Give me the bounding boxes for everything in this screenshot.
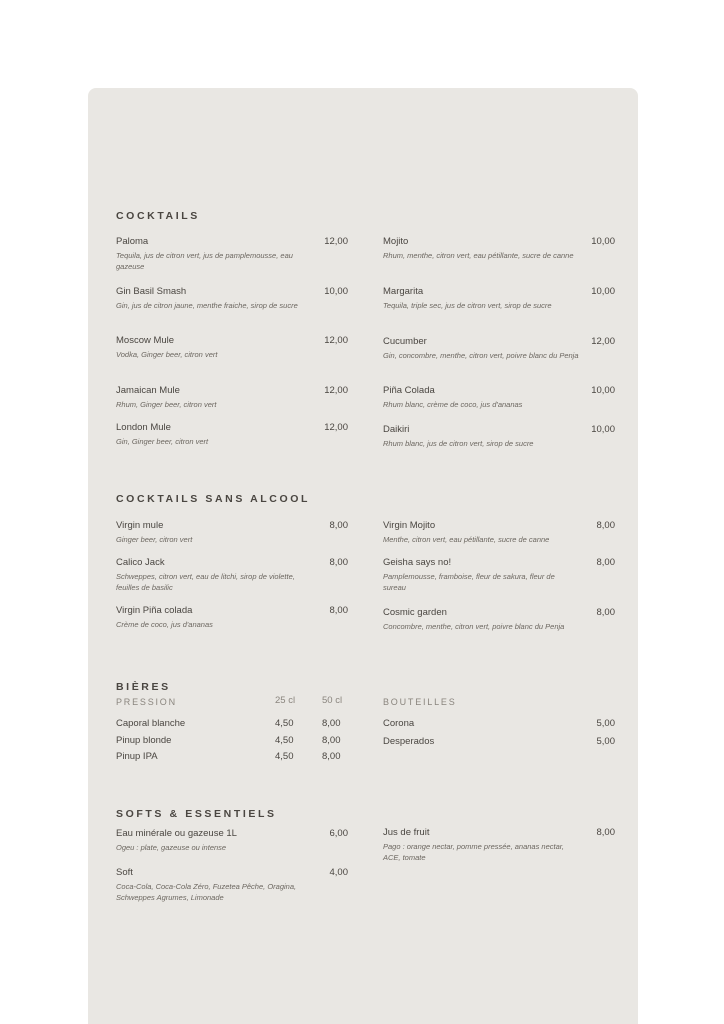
menu-item-london-mule (116, 422, 348, 448)
menu-item-moscow-mule (116, 335, 348, 361)
item-description: Rhum blanc, crème de coco, jus d'ananas (383, 400, 523, 409)
item-name: Daikiri (383, 424, 410, 435)
subsection-title-pression: PRESSION (116, 697, 177, 707)
menu-item-calico-jack (116, 557, 348, 593)
beer-price-25cl: 4,50 (275, 735, 294, 746)
menu-item-virgin-mojito (383, 520, 615, 546)
item-price: 8,00 (596, 520, 615, 531)
item-description: Rhum blanc, jus de citron vert, sirop de sucre (383, 439, 534, 448)
item-description: Crème de coco, jus d'ananas (116, 620, 213, 629)
menu-item-cucumber (383, 336, 615, 362)
item-name: Corona (383, 718, 415, 729)
item-price: 12,00 (324, 385, 348, 396)
item-name: Geisha says no! (383, 557, 452, 568)
item-description: Pago : orange nectar, pomme pressée, ananas nectar, ACE, tomate (383, 842, 564, 862)
item-name: Cucumber (383, 336, 427, 347)
item-price: 8,00 (596, 827, 615, 838)
section-title-bieres: BIÈRES (116, 681, 171, 693)
item-name: Virgin mule (116, 520, 164, 531)
item-name: Piña Colada (383, 385, 435, 396)
item-price: 8,00 (596, 607, 615, 618)
item-price: 12,00 (324, 236, 348, 247)
section-title-cocktails: COCKTAILS (116, 210, 200, 222)
menu-item-pina-colada (383, 385, 615, 411)
item-name: Jamaican Mule (116, 385, 180, 396)
menu-item-corona (383, 718, 615, 730)
item-price: 8,00 (329, 520, 348, 531)
menu-item-mojito (383, 236, 615, 262)
item-description: Menthe, citron vert, eau pétillante, sucre de canne (383, 535, 550, 544)
beer-price-50cl: 8,00 (322, 735, 341, 746)
item-price: 10,00 (591, 385, 615, 396)
item-name: Paloma (116, 236, 149, 247)
item-price: 10,00 (591, 286, 615, 297)
item-name: Virgin Mojito (383, 520, 436, 531)
menu-item-gin-basil-smash (116, 286, 348, 312)
menu-item-soft (116, 867, 348, 903)
beer-name: Caporal blanche (116, 718, 186, 729)
item-name: Calico Jack (116, 557, 165, 568)
item-price: 5,00 (596, 718, 615, 729)
item-price: 8,00 (329, 557, 348, 568)
item-price: 10,00 (591, 424, 615, 435)
subsection-title-bouteilles: BOUTEILLES (383, 697, 457, 707)
beer-price-25cl: 4,50 (275, 751, 294, 762)
item-description: Ginger beer, citron vert (116, 535, 193, 544)
item-price: 12,00 (324, 422, 348, 433)
item-description: Rhum, Ginger beer, citron vert (116, 400, 217, 409)
item-price: 12,00 (591, 336, 615, 347)
item-description: Concombre, menthe, citron vert, poivre blanc du Penja (383, 622, 565, 631)
item-price: 5,00 (596, 736, 615, 747)
item-price: 10,00 (591, 236, 615, 247)
menu-item-cosmic-garden (383, 607, 615, 633)
item-name: Mojito (383, 236, 409, 247)
item-name: Jus de fruit (383, 827, 430, 838)
item-description: Ogeu : plate, gazeuse ou intense (116, 843, 227, 852)
item-description: Gin, jus de citron jaune, menthe fraiche, sirop de sucre (116, 301, 298, 310)
item-name: Cosmic garden (383, 607, 447, 618)
beer-row (116, 735, 348, 747)
column-header-25cl: 25 cl (275, 695, 296, 706)
item-description: Tequila, jus de citron vert, jus de pamplemousse, eau gazeuse (116, 251, 293, 271)
beer-name: Pinup blonde (116, 735, 172, 746)
menu-page (88, 88, 638, 1024)
item-description: Rhum, menthe, citron vert, eau pétillante, sucre de canne (383, 251, 574, 260)
item-name: Desperados (383, 736, 435, 747)
item-price: 10,00 (324, 286, 348, 297)
menu-item-eau-minerale (116, 828, 348, 854)
item-name: Virgin Piña colada (116, 605, 193, 616)
item-price: 8,00 (596, 557, 615, 568)
item-price: 6,00 (329, 828, 348, 839)
menu-item-paloma (116, 236, 348, 272)
item-name: Margarita (383, 286, 424, 297)
item-description: Tequila, triple sec, jus de citron vert, sirop de sucre (383, 301, 552, 310)
section-title-sans-alcool: COCKTAILS SANS ALCOOL (116, 493, 311, 505)
column-header-50cl: 50 cl (322, 695, 343, 706)
item-name: Gin Basil Smash (116, 286, 187, 297)
item-description: Coca-Cola, Coca-Cola Zéro, Fuzetea Pêche, Oragina, Schweppes Agrumes, Limonade (116, 882, 297, 902)
item-description: Pamplemousse, framboise, fleur de sakura, fleur de sureau (383, 572, 555, 592)
beer-row (116, 718, 348, 730)
item-name: Soft (116, 867, 133, 878)
menu-item-virgin-mule (116, 520, 348, 546)
item-name: Eau minérale ou gazeuse 1L (116, 828, 237, 839)
item-name: Moscow Mule (116, 335, 175, 346)
item-price: 8,00 (329, 605, 348, 616)
item-price: 12,00 (324, 335, 348, 346)
beer-price-25cl: 4,50 (275, 718, 294, 729)
item-description: Schweppes, citron vert, eau de litchi, sirop de violette, feuilles de basilic (116, 572, 295, 592)
item-price: 4,00 (329, 867, 348, 878)
beer-price-50cl: 8,00 (322, 718, 341, 729)
menu-item-geisha-says-no (383, 557, 615, 593)
item-description: Gin, concombre, menthe, citron vert, poivre blanc du Penja (383, 351, 579, 360)
menu-item-margarita (383, 286, 615, 312)
beer-name: Pinup IPA (116, 751, 158, 762)
menu-item-jamaican-mule (116, 385, 348, 411)
menu-item-desperados (383, 736, 615, 748)
item-description: Gin, Ginger beer, citron vert (116, 437, 209, 446)
beer-price-50cl: 8,00 (322, 751, 341, 762)
section-title-softs: SOFTS & ESSENTIELS (116, 808, 277, 820)
beer-row (116, 751, 348, 763)
menu-item-jus-de-fruit (383, 827, 615, 863)
menu-item-virgin-pina-colada (116, 605, 348, 631)
item-description: Vodka, Ginger beer, citron vert (116, 350, 218, 359)
menu-item-daikiri (383, 424, 615, 450)
item-name: London Mule (116, 422, 171, 433)
